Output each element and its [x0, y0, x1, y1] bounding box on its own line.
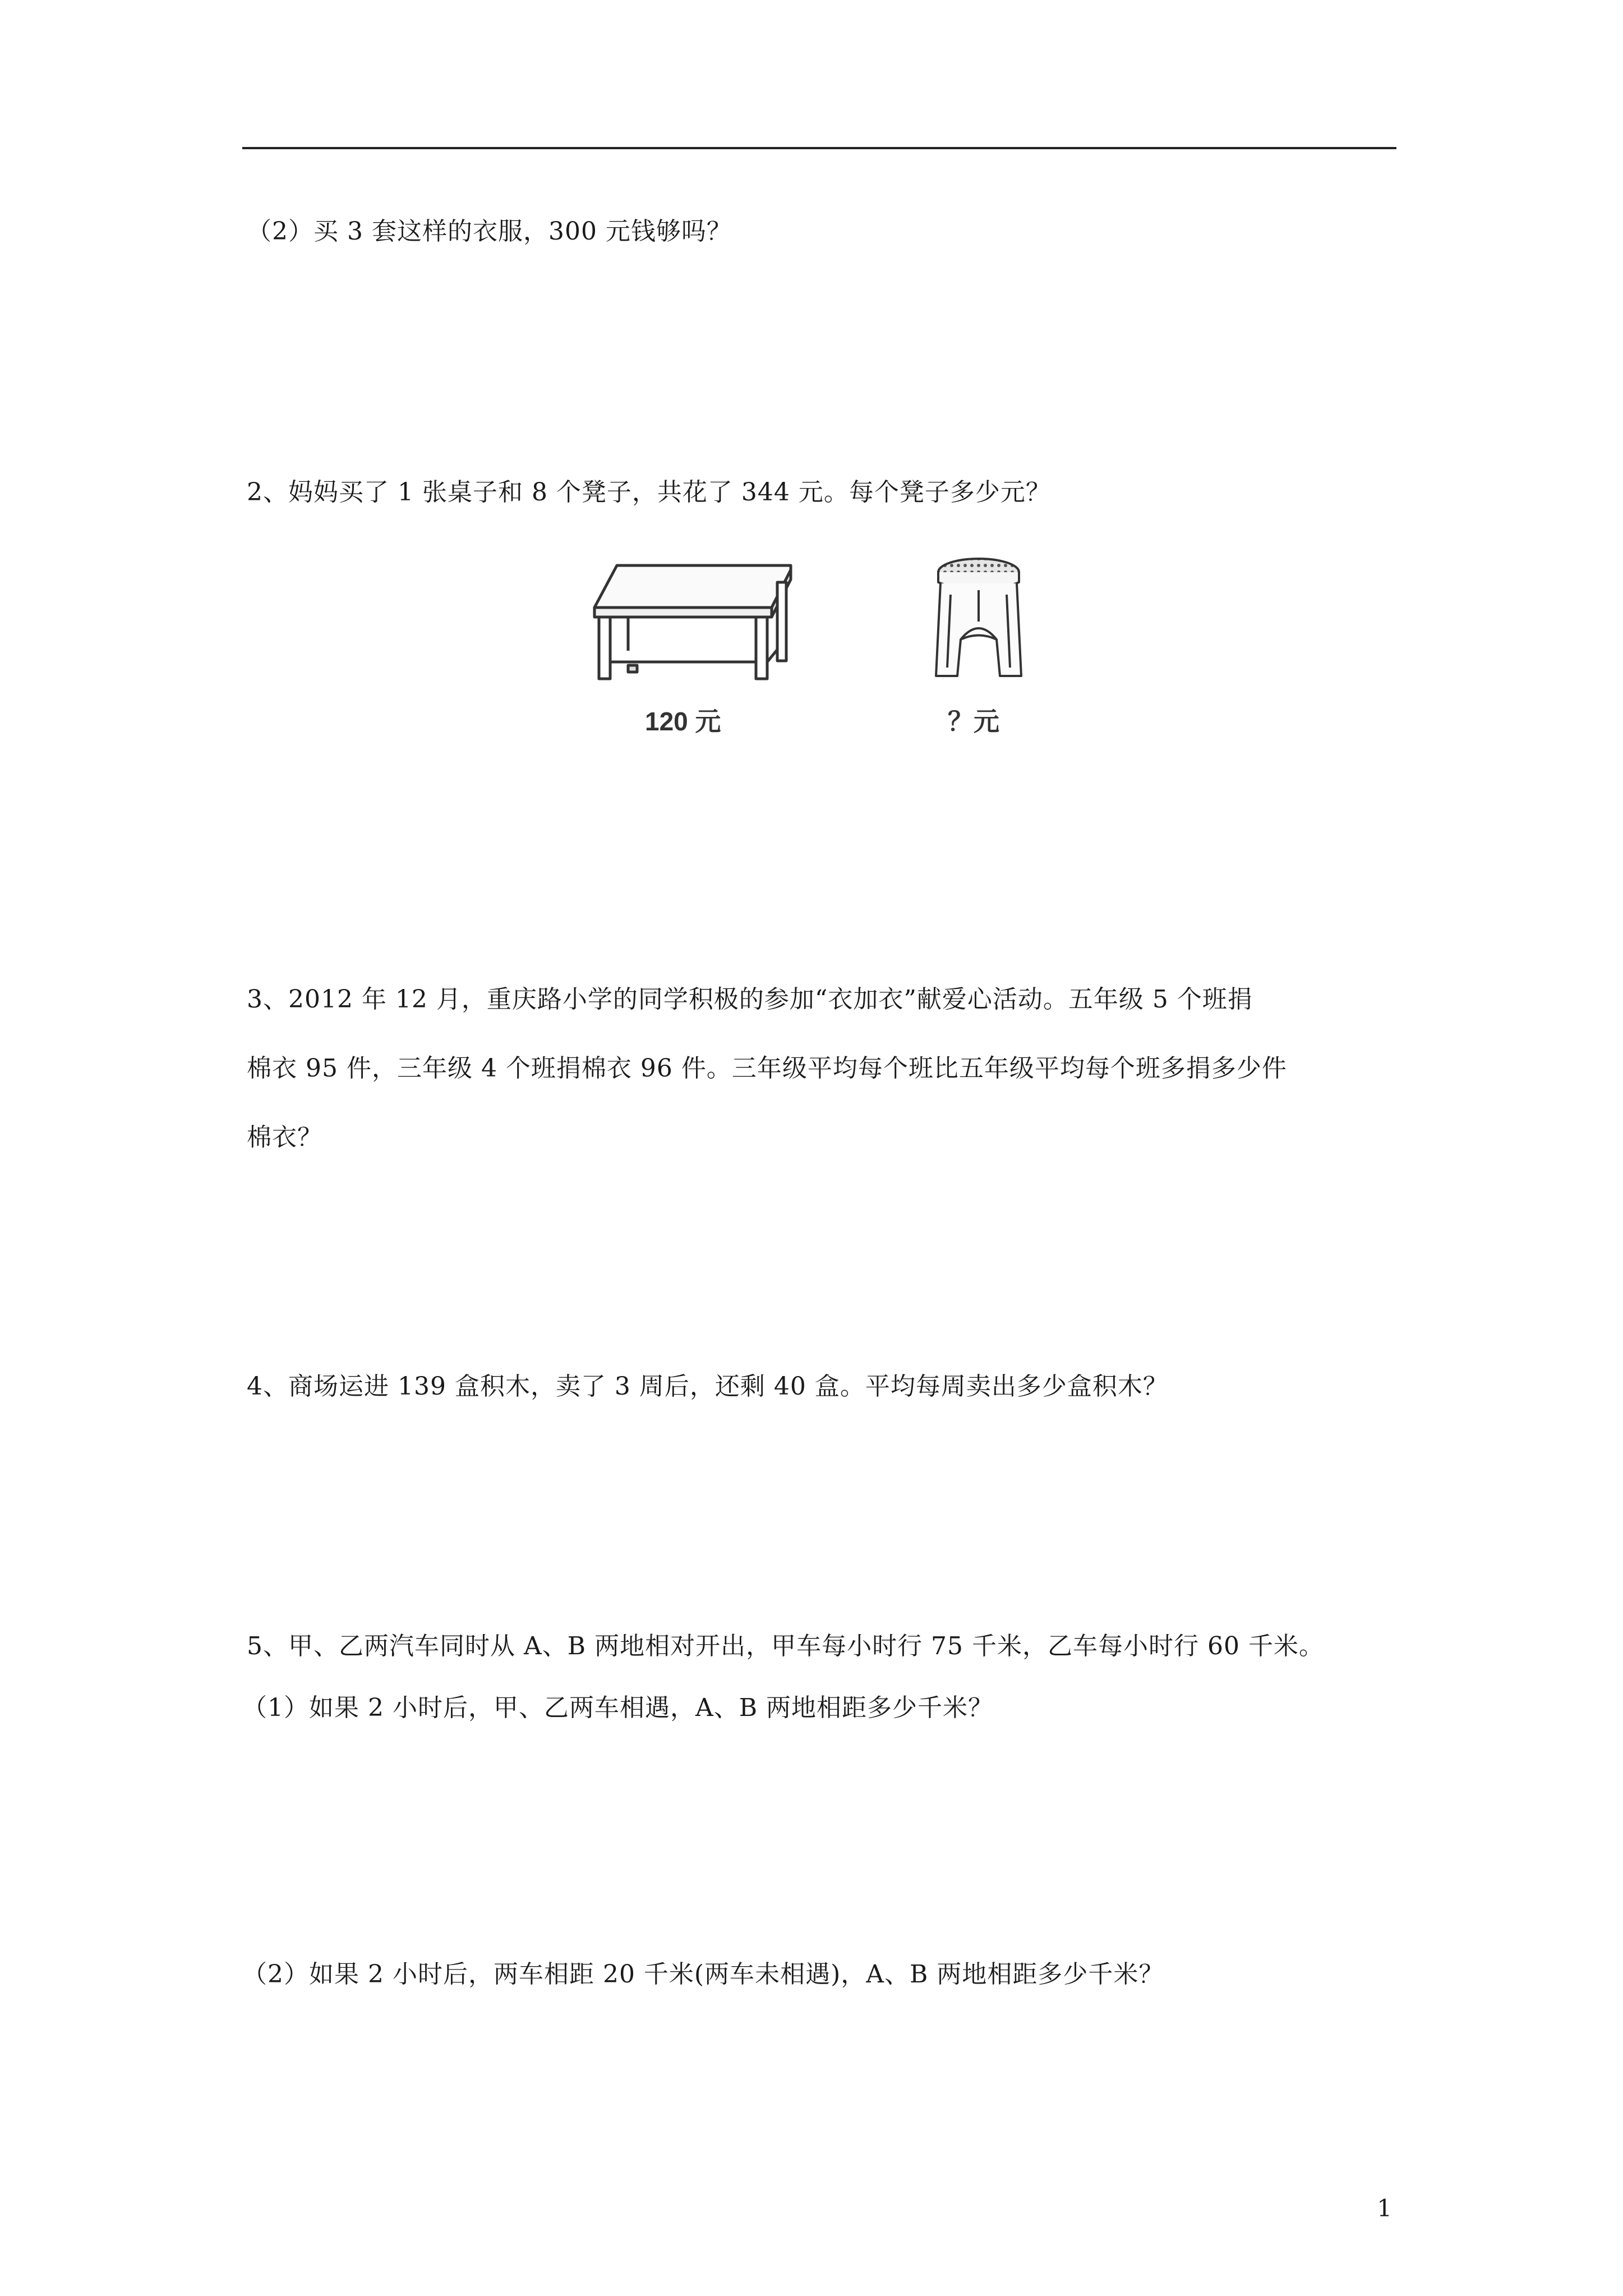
question-2: 2、妈妈买了 1 张桌子和 8 个凳子，共花了 344 元。每个凳子多少元？ [247, 478, 1051, 507]
stool-illustration [928, 555, 1029, 684]
stool-price-label: ？元 [948, 707, 999, 736]
question-5: 5、甲、乙两汽车同时从 A、B 两地相对开出，甲车每小时行 75 千米，乙车每小时行 60 千米。 [247, 1632, 1324, 1660]
question-5-part-1: （1）如果 2 小时后，甲、乙两车相遇，A、B 两地相距多少千米？ [242, 1694, 994, 1722]
question-1-part-2: （2）买 3 套这样的衣服，300 元钱够吗？ [247, 217, 732, 246]
table-price-label: 120 元 [645, 707, 721, 736]
question-3-line-1: 3、2012 年 12 月，重庆路小学的同学积极的参加“衣加衣”献爱心活动。五年级 5 个班捐 [247, 985, 1253, 1014]
page-number: 1 [1377, 2194, 1392, 2222]
question-4: 4、商场运进 139 盒积木，卖了 3 周后，还剩 40 盒。平均每周卖出多少盒积木？ [247, 1372, 1168, 1401]
question-3-line-3: 棉衣？ [247, 1123, 322, 1152]
table-illustration [578, 554, 802, 683]
question-5-part-2: （2）如果 2 小时后，两车相距 20 千米(两车未相遇)，A、B 两地相距多少千米？ [242, 1960, 1164, 1989]
question-3-line-2: 棉衣 95 件，三年级 4 个班捐棉衣 96 件。三年级平均每个班比五年级平均每个班多捐多少件 [247, 1054, 1287, 1083]
header-rule [242, 147, 1396, 149]
